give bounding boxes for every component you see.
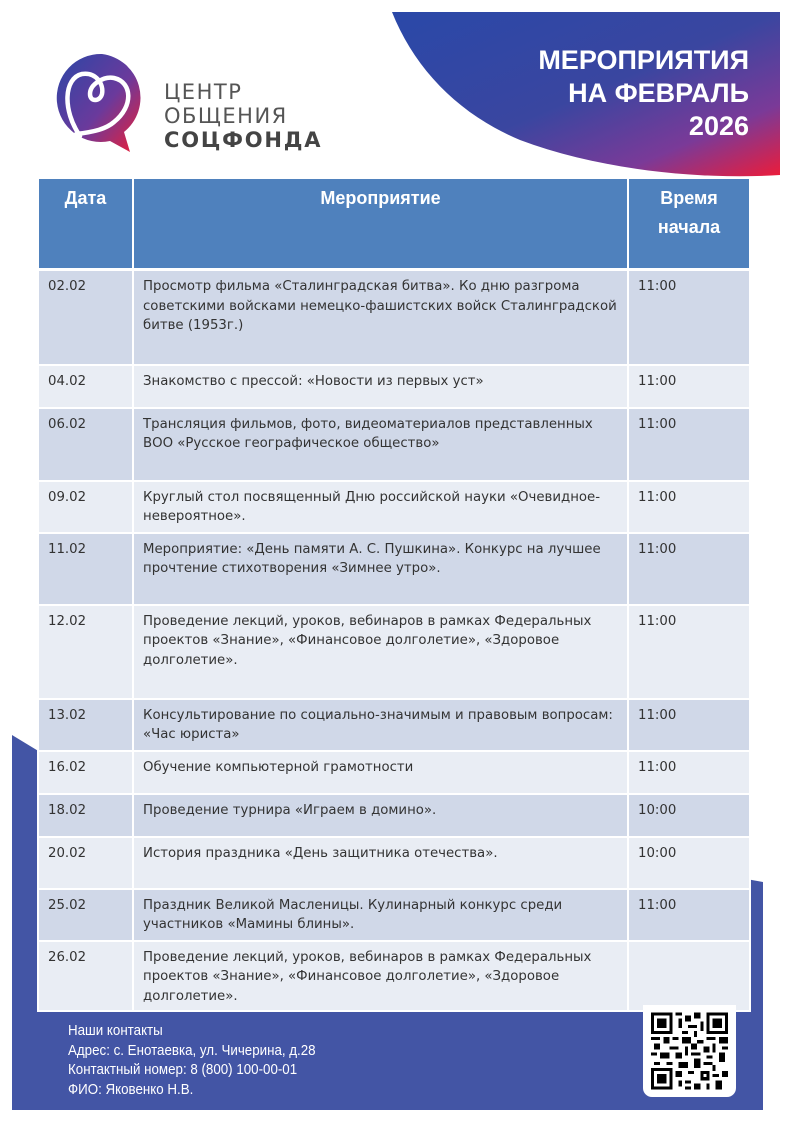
header-time-line-1: Время <box>660 188 718 208</box>
cell-event: Проведение лекций, уроков, вебинаров в рамках Федеральных проектов «Знание», «Финансовое долголетие», «Здоровое долголетие». <box>133 605 628 699</box>
cell-date: 16.02 <box>38 751 133 794</box>
table-row <box>38 605 750 699</box>
contacts <box>68 1022 316 1100</box>
cell-time: 10:00 <box>628 837 750 889</box>
table-row <box>38 794 750 837</box>
qr-code[interactable] <box>643 1005 736 1097</box>
header-event: Мероприятие <box>133 178 628 270</box>
cell-time: 11:00 <box>628 408 750 481</box>
cell-event: История праздника «День защитника отечества». <box>133 837 628 889</box>
heart-speech-bubble-icon <box>52 50 158 156</box>
contacts-person: ФИО: Яковенко Н.В. <box>68 1081 194 1098</box>
cell-event: Просмотр фильма «Сталинградская битва». Ко дню разгрома советскими войсками немецко-фашистских войск Сталинградской битве (1953г.) <box>133 270 628 365</box>
cell-event: Мероприятие: «День памяти А. С. Пушкина». Конкурс на лучшее прочтение стихотворения «Зимнее утро». <box>133 533 628 605</box>
logo-line-2: ОБЩЕНИЯ <box>164 104 288 128</box>
header-time-line-2: начала <box>657 217 721 237</box>
logo <box>52 50 322 160</box>
cell-event: Проведение турнира «Играем в домино». <box>133 794 628 837</box>
cell-event: Трансляция фильмов, фото, видеоматериалов представленных ВОО «Русское географическое общество» <box>133 408 628 481</box>
logo-text <box>164 80 322 152</box>
page-title <box>538 44 749 143</box>
header-time <box>628 178 750 270</box>
cell-event: Консультирование по социально-значимым и правовым вопросам: «Час юриста» <box>133 699 628 751</box>
cell-time: 11:00 <box>628 365 750 408</box>
cell-time: 11:00 <box>628 751 750 794</box>
cell-date: 26.02 <box>38 941 133 1011</box>
table-row <box>38 270 750 365</box>
cell-event: Праздник Великой Масленицы. Кулинарный конкурс среди участников «Мамины блины». <box>133 889 628 941</box>
logo-line-3: СОЦФОНДА <box>164 128 323 152</box>
cell-time: 10:00 <box>628 794 750 837</box>
cell-time: 11:00 <box>628 889 750 941</box>
title-line-3: 2026 <box>688 111 749 141</box>
cell-event: Круглый стол посвященный Дню российской науки «Очевидное-невероятное». <box>133 481 628 533</box>
cell-time: 11:00 <box>628 270 750 365</box>
qr-code-icon <box>651 1011 728 1091</box>
cell-date: 25.02 <box>38 889 133 941</box>
contacts-heading: Наши контакты <box>68 1023 163 1039</box>
cell-event: Проведение лекций, уроков, вебинаров в рамках Федеральных проектов «Знание», «Финансовое долголетие», «Здоровое долголетие». <box>133 941 628 1011</box>
title-line-2: НА ФЕВРАЛЬ <box>568 78 749 108</box>
cell-date: 09.02 <box>38 481 133 533</box>
cell-date: 13.02 <box>38 699 133 751</box>
contacts-phone: Контактный номер: 8 (800) 100-00-01 <box>68 1062 298 1078</box>
contacts-address: Адрес: с. Енотаевка, ул. Чичерина, д.28 <box>68 1042 316 1059</box>
cell-date: 20.02 <box>38 837 133 889</box>
table-row <box>38 365 750 408</box>
logo-line-1: ЦЕНТР <box>164 80 243 104</box>
cell-date: 06.02 <box>38 408 133 481</box>
cell-event: Знакомство с прессой: «Новости из первых уст» <box>133 365 628 408</box>
events-table <box>37 177 751 1012</box>
table-row <box>38 889 750 941</box>
title-line-1: МЕРОПРИЯТИЯ <box>538 45 749 75</box>
table-header-row <box>38 178 750 270</box>
cell-event: Обучение компьютерной грамотности <box>133 751 628 794</box>
table-row <box>38 751 750 794</box>
header-date: Дата <box>38 178 133 270</box>
table-row <box>38 699 750 751</box>
cell-time: 11:00 <box>628 605 750 699</box>
cell-date: 11.02 <box>38 533 133 605</box>
table-row <box>38 481 750 533</box>
table-row <box>38 533 750 605</box>
cell-date: 02.02 <box>38 270 133 365</box>
cell-time: 11:00 <box>628 481 750 533</box>
cell-time: 11:00 <box>628 533 750 605</box>
table-row <box>38 837 750 889</box>
cell-date: 18.02 <box>38 794 133 837</box>
table-row <box>38 941 750 1011</box>
cell-date: 04.02 <box>38 365 133 408</box>
cell-time <box>628 941 750 1011</box>
table-row <box>38 408 750 481</box>
cell-date: 12.02 <box>38 605 133 699</box>
cell-time: 11:00 <box>628 699 750 751</box>
